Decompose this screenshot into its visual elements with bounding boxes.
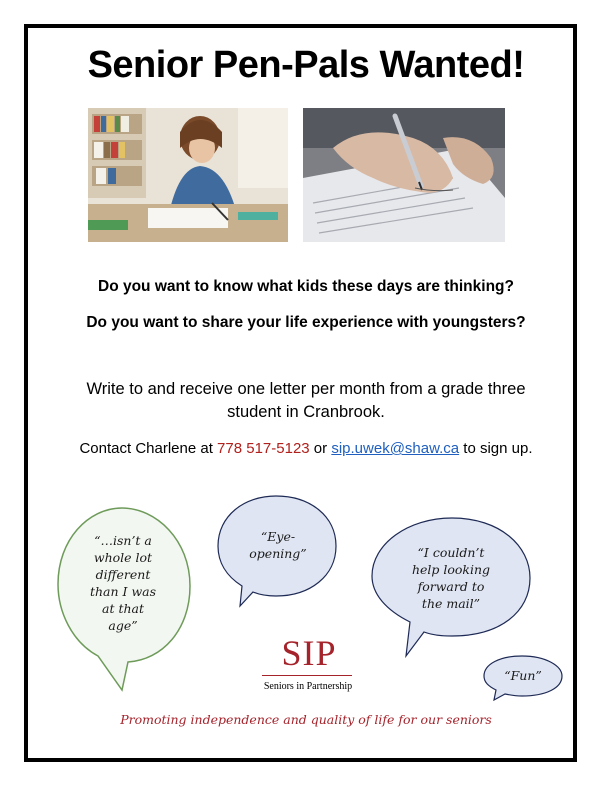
body-line-1: Write to and receive one letter per month from a grade three [86, 380, 526, 398]
contact-email-link[interactable]: sip.uwek@shaw.ca [331, 440, 460, 457]
contact-prefix: Contact Charlene at [79, 440, 218, 457]
page-title: Senior Pen-Pals Wanted! [87, 44, 525, 86]
logo-subtitle: Seniors in Partnership [263, 681, 353, 692]
quote-4: “Fun” [504, 668, 542, 683]
logo-divider [262, 675, 352, 676]
body-line-2: student in Cranbrook. [227, 403, 385, 421]
contact-middle: or [309, 440, 332, 457]
contact-suffix: to sign up. [459, 440, 533, 457]
quote-2: “Eye- opening” [249, 529, 307, 561]
quote-3: “I couldn’t help looking forward to the mail” [411, 545, 491, 611]
tagline: Promoting independence and quality of life for our seniors [120, 712, 492, 727]
quote-1: “…isn’t a whole lot different than I was at that age” [89, 533, 157, 633]
sip-logo: SIP [281, 633, 337, 673]
question-share-experience: Do you want to share your life experience with youngsters? [86, 314, 526, 331]
question-kids-thinking: Do you want to know what kids these days are thinking? [98, 278, 514, 295]
contact-phone[interactable]: 778 517-5123 [217, 440, 310, 457]
